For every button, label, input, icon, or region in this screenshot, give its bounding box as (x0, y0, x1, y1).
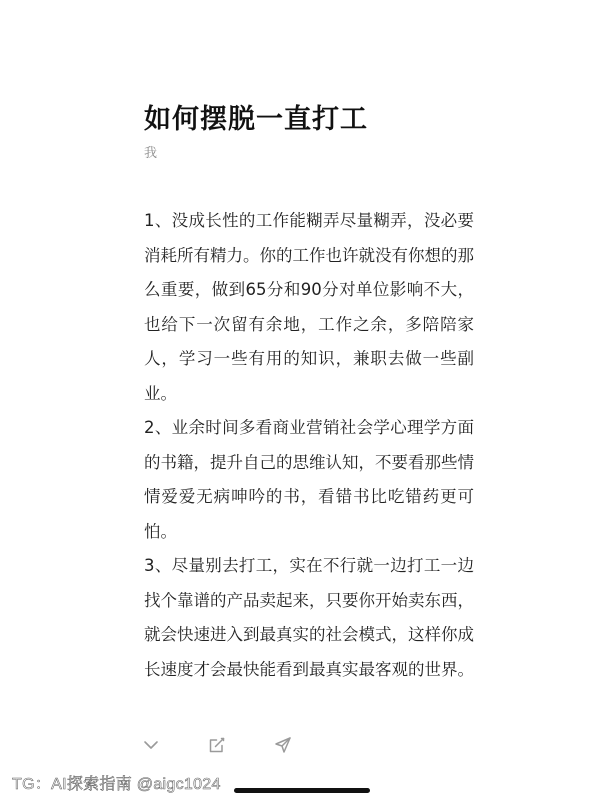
paragraph-3: 3、尽量别去打工，实在不行就一边打工一边找个靠谱的产品卖起来，只要你开始卖东西，就会快速进入到最真实的社会模式，这样你成长速度才会最快能看到最真实最客观的世界。 (144, 556, 474, 679)
article-body (144, 204, 474, 687)
chevron-down-icon (141, 735, 161, 755)
send-button[interactable] (268, 730, 298, 760)
collapse-button[interactable] (136, 730, 166, 760)
watermark-text: TG：AI探索指南 @aigc1024 (12, 776, 221, 793)
edit-button[interactable] (202, 730, 232, 760)
article (144, 100, 474, 687)
page-title: 如何摆脱一直打工 (144, 104, 368, 135)
paragraph-2: 2、业余时间多看商业营销社会学心理学方面的书籍，提升自己的思维认知，不要看那些情情爱爱无病呻吟的书，看错书比吃错药更可怕。 (144, 418, 474, 541)
bottom-toolbar (136, 730, 298, 760)
paragraph-1: 1、没成长性的工作能糊弄尽量糊弄，没必要消耗所有精力。你的工作也许就没有你想的那么重要，做到65分和90分对单位影响不大，也给下一次留有余地，工作之余，多陪陪家人，学习一些有用的知识，兼职去做一些副业。 (144, 211, 474, 403)
edit-icon (207, 735, 227, 755)
author-label: 我 (144, 146, 158, 161)
home-indicator[interactable] (234, 788, 370, 793)
send-icon (273, 735, 293, 755)
